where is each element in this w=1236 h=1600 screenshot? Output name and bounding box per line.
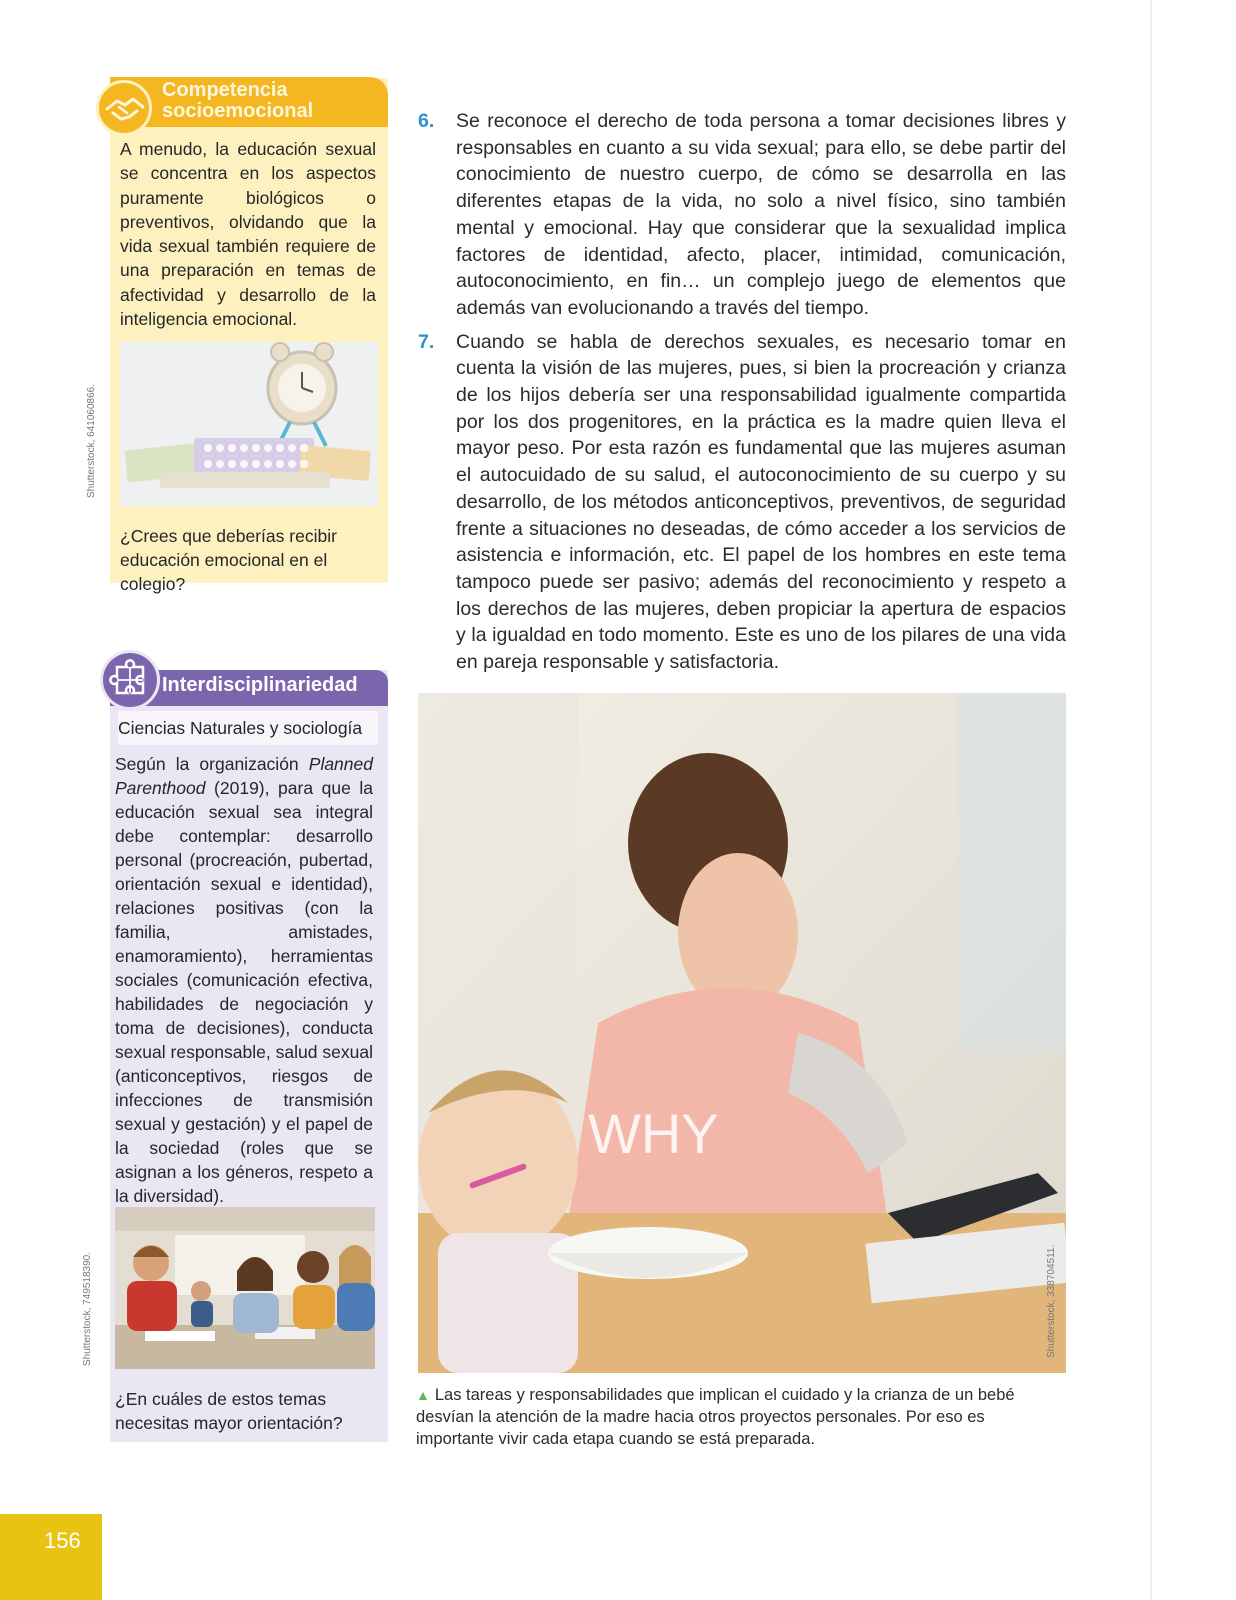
main-text-column xyxy=(418,108,1066,683)
birth-control-pills-photo xyxy=(120,342,378,506)
socioemotional-title xyxy=(162,80,382,122)
interdisciplinary-subtitle: Ciencias Naturales y sociología xyxy=(118,711,378,745)
caption-triangle-icon: ▲ xyxy=(416,1387,430,1403)
socioemotional-title-line2: socioemocional xyxy=(162,100,314,122)
pills-photo-credit: Shutterstock, 641060866. xyxy=(86,384,97,498)
paragraph-6 xyxy=(418,108,1066,322)
paragraph-7 xyxy=(418,329,1066,676)
organization-name: Planned Parenthood xyxy=(115,754,373,798)
body-rest: (2019), para que la educación sexual sea integral debe contemplar: desarrollo personal (procreación, pubertad, orientación sexual e identidad), relaciones positivas (con la familia, amistades, enamoramiento), herramientas sociales (comunicación efectiva, habilidades de negociación y toma de decisiones), conducta sexual responsable, salud sexual (anticonceptivos, riesgos de infecciones de transmisión sexual y gestación) y el papel de la sociedad (roles que se asignan a los géneros, respeto a la diversidad). xyxy=(115,778,373,1206)
interdisciplinary-body xyxy=(115,752,373,1208)
body-prefix: Según la organización xyxy=(115,754,309,774)
puzzle-icon xyxy=(100,650,160,710)
page-number: 156 xyxy=(44,1528,81,1553)
shirt-text: WHY xyxy=(588,1102,719,1165)
classroom-students-photo xyxy=(115,1207,375,1369)
paragraph-7-number: 7. xyxy=(418,330,435,353)
main-photo-credit: Shutterstock, 338704511. xyxy=(1046,1244,1057,1358)
photo-caption xyxy=(416,1384,1016,1450)
interdisciplinary-question: ¿En cuáles de estos temas necesitas mayor orientación? xyxy=(115,1389,343,1433)
socioemotional-question: ¿Crees que deberías recibir educación emocional en el colegio? xyxy=(120,526,337,594)
handshake-icon xyxy=(96,80,152,136)
page-edge xyxy=(1150,0,1152,1600)
interdisciplinary-title: Interdisciplinariedad xyxy=(162,674,358,696)
socioemotional-body: A menudo, la educación sexual se concentra en los aspectos puramente biológicos o preventivos, olvidando que la vida sexual también requiere de una preparación en temas de afectividad y desarrollo de la inteligencia emocional. xyxy=(120,139,376,330)
page-number-block xyxy=(0,1514,102,1600)
classroom-photo-credit: Shutterstock, 749518390. xyxy=(82,1252,93,1366)
caption-text: Las tareas y responsabilidades que implican el cuidado y la crianza de un bebé desvían la atención de la madre hacia otros proyectos personales. Por eso es importante vivir cada etapa cuando se está preparada. xyxy=(416,1386,1015,1448)
paragraph-7-text: Cuando se habla de derechos sexuales, es necesario tomar en cuenta la visión de las mujeres, pues, si bien la procreación y crianza de los hijos debería ser una responsabilidad igualmente compartida por los dos progenitores, en la práctica es la madre quien lleva el mayor peso. Por esta razón es fundamental que las mujeres asuman el autocuidado de su salud, el autoconocimiento de su cuerpo y su desarrollo, de los métodos anticonceptivos, preventivos, de seguridad frente a situaciones no deseadas, de cómo acceder a los servicios de asistencia e información, etc. El papel de los hombres en este tema tampoco puede ser pasivo; además del reconocimiento y respeto a los derechos de las mujeres, deben propiciar la apertura de espacios y la igualdad en todo momento. Este es uno de los pilares de una vida en pareja responsable y satisfactoria. xyxy=(456,330,1066,674)
mother-baby-laptop-photo xyxy=(418,693,1066,1373)
paragraph-6-text: Se reconoce el derecho de toda persona a tomar decisiones libres y responsables en cuanto a su vida sexual; para ello, se debe partir del conocimiento de nuestro cuerpo, de cómo se desarrolla en las diferentes etapas de la vida, no solo a nivel físico, sino también mental y emocional. Hay que considerar que la sexualidad implica factores de identidad, afecto, placer, intimidad, comunicación, autoconocimiento, en fin… un complejo juego de elementos que además van evolucionando a través del tiempo. xyxy=(456,110,1066,319)
paragraph-6-number: 6. xyxy=(418,110,435,132)
socioemotional-title-line1: Competencia xyxy=(162,79,288,101)
